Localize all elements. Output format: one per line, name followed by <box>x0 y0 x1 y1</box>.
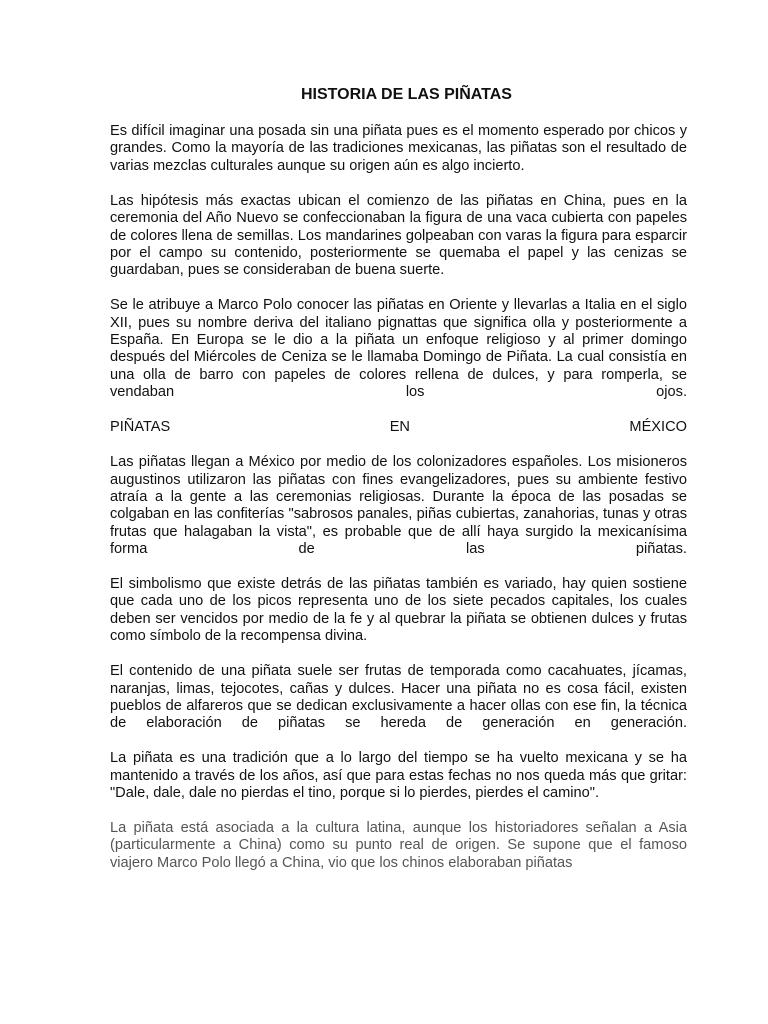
section-heading-word: MÉXICO <box>629 419 687 436</box>
paragraph-marco-polo: Se le atribuye a Marco Polo conocer las piñatas en Oriente y llevarlas a Italia en el siglo XII, pues su nombre deriva del italiano pignattas que significa olla y posteriormente a España. En Europa se le dio a la piñata un enfoque religioso y al primer domingo después del Miércoles de Ceniza se le llamaba Domingo de Piñata. La cual consistía en una olla de barro con papeles de colores rellena de dulces, y para romperla, se vendaban los ojos. <box>110 297 687 401</box>
paragraph-symbolism: El simbolismo que existe detrás de las piñatas también es variado, hay quien sostiene que cada uno de los picos representa uno de los siete pecados capitales, los cuales deben ser vencidos por medio de la fe y al quebrar la piñata se obtienen dulces y frutas como símbolo de la recompensa divina. <box>110 576 687 645</box>
section-heading-word: EN <box>389 419 410 436</box>
section-heading <box>110 419 687 436</box>
paragraph-mexico-arrival: Las piñatas llegan a México por medio de los colonizadores españoles. Los misioneros augustinos utilizaron las piñatas con fines evangelizadores, pues su ambiente festivo atraía a la gente a las ceremonias religiosas. Durante la época de las posadas se colgaban en las confiterías "sabrosos panales, piñas cubiertas, zanahorias, tunas y otras frutas que halagaban la vista", es probable que de allí haya surgido la mexicanísima forma de las piñatas. <box>110 454 687 558</box>
paragraph-china-origin: Las hipótesis más exactas ubican el comienzo de las piñatas en China, pues en la ceremonia del Año Nuevo se confeccionaban la figura de una vaca cubierta con papeles de colores llena de semillas. Los mandarines golpeaban con varas la figura para esparcir por el campo su contenido, posteriormente se quemaba el papel y las cenizas se guardaban, pues se consideraban de buena suerte. <box>110 192 687 279</box>
document-title: HISTORIA DE LAS PIÑATAS <box>301 86 512 103</box>
paragraph-intro: Es difícil imaginar una posada sin una piñata pues es el momento esperado por chicos y grandes. Como la mayoría de las tradiciones mexicanas, las piñatas son el resultado de varias mezclas culturales aunque su origen aún es algo incierto. <box>110 123 687 174</box>
paragraph-contents: El contenido de una piñata suele ser frutas de temporada como cacahuates, jícamas, naranjas, limas, tejocotes, cañas y dulces. Hacer una piñata no es cosa fácil, existen pueblos de alfareros que se dedican exclusivamente a hacer ollas con ese fin, la técnica de elaboración de piñatas se hereda de generación en generación. <box>110 663 687 732</box>
paragraph-tradition: La piñata es una tradición que a lo largo del tiempo se ha vuelto mexicana y se ha mantenido a través de los años, así que para estas fechas no nos queda más que gritar: "Dale, dale, dale no pierdas el tino, porque si lo pierdes, pierdes el camino". <box>110 750 687 802</box>
section-heading-word: PIÑATAS <box>110 419 171 436</box>
paragraph-latin-culture: La piñata está asociada a la cultura latina, aunque los historiadores señalan a Asia (particularmente a China) como su punto real de origen. Se supone que el famoso viajero Marco Polo llegó a China, vio que los chinos elaboraban piñatas <box>110 820 687 871</box>
